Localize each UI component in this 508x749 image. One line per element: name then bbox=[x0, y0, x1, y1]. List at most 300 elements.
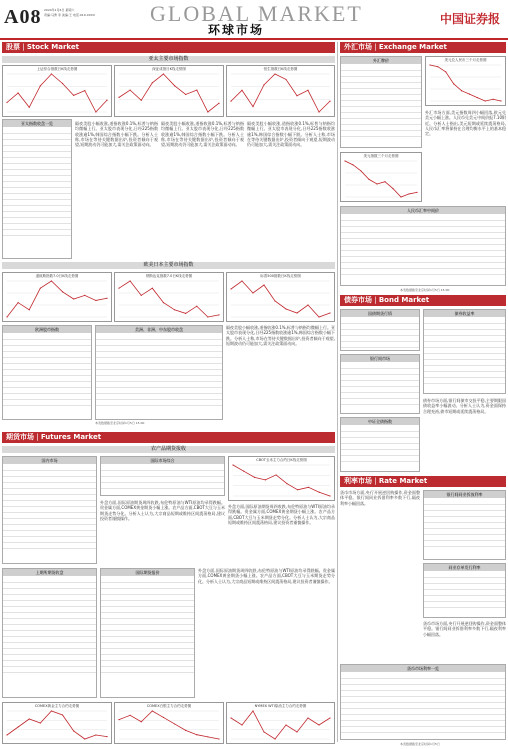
table-money-market-rates bbox=[340, 664, 506, 740]
table-cell bbox=[73, 542, 96, 548]
data-point bbox=[130, 280, 131, 281]
newspaper-logo: 中国证券报 bbox=[440, 12, 501, 26]
section-label-en: Bond Market bbox=[378, 296, 430, 304]
masthead-title-cn: 环球市场 bbox=[208, 23, 265, 37]
table-row bbox=[341, 726, 505, 732]
stock-section-bar: 股票 | Stock Market bbox=[2, 42, 335, 53]
chart-plot bbox=[115, 273, 223, 321]
futures-article-col1: 外盘方面,国际原油期货周四收跌,布伦特原油与WTI原油均录得跌幅。贵金属方面,COMEX黄金期货小幅上涨。农产品方面,CBOT大豆与玉米期货走势分化。分析人士认为,大宗商品短期或维持区间震荡格局,建议投资者谨慎操作。 bbox=[100, 500, 225, 521]
table-cell bbox=[69, 399, 91, 405]
forex-article-col1: 外汇市场方面,美元指数周四小幅回落,欧元兑美元小幅上涨。人民币兑美元中间价报7.10附近。分析人士指出,美元短期或延续震荡格局,人民币汇率将保持在合理均衡水平上的基本稳定。 bbox=[425, 110, 506, 137]
table-title: 亚太指数收盘一览 bbox=[3, 120, 71, 127]
data-point bbox=[416, 192, 417, 193]
table-grid bbox=[96, 333, 222, 406]
series-line bbox=[231, 711, 330, 739]
masthead-title-en: GLOBAL MARKET bbox=[150, 1, 363, 26]
data-point bbox=[163, 73, 164, 74]
section-label: 利率市场 bbox=[344, 477, 372, 485]
bond-section-bar: 债券市场 | Bond Market bbox=[340, 295, 506, 306]
chart-sp500 bbox=[226, 272, 335, 322]
table-cell bbox=[26, 542, 49, 548]
data-point bbox=[118, 288, 119, 289]
chart-title: COMEX白银主力合约走势图 bbox=[146, 704, 192, 708]
futures-article-col2: 外盘方面,国际原油期货周四收跌,布伦特原油与WTI原油均录得跌幅。贵金属方面,COMEX黄金期货小幅上涨。农产品方面,CBOT大豆与玉米期货走势分化。分析人士认为,大宗商品短期或维持区间震荡格局,建议投资者谨慎操作。 bbox=[228, 504, 335, 525]
stock-subhead-asia: 亚太主要市场指数 bbox=[2, 56, 335, 63]
series-line bbox=[119, 281, 219, 317]
chart-nasdaq bbox=[114, 272, 224, 322]
data-point bbox=[241, 90, 242, 91]
data-point bbox=[263, 284, 264, 285]
data-point bbox=[51, 710, 52, 711]
data-point bbox=[106, 100, 107, 101]
data-point bbox=[392, 188, 393, 189]
table-cell bbox=[423, 268, 464, 274]
data-point bbox=[6, 102, 7, 103]
table-title: 国内市场 bbox=[3, 457, 96, 464]
table-cell bbox=[3, 229, 20, 235]
table-cell bbox=[444, 377, 464, 383]
chart-title: 上证综合指数日K线走势图 bbox=[36, 67, 78, 71]
data-point bbox=[29, 309, 30, 310]
data-point bbox=[196, 734, 197, 735]
table-cell bbox=[3, 666, 26, 672]
data-point bbox=[485, 100, 486, 101]
table-title: 债券收益率 bbox=[424, 310, 505, 317]
data-point bbox=[352, 164, 353, 165]
data-point bbox=[296, 312, 297, 313]
table-cell bbox=[96, 399, 128, 405]
chart-title: 纳斯达克指数7.0日K线走势图 bbox=[145, 274, 193, 278]
data-point bbox=[62, 714, 63, 715]
data-point bbox=[265, 479, 266, 480]
data-point bbox=[40, 85, 41, 86]
chart-plot bbox=[229, 457, 334, 500]
data-point bbox=[254, 477, 255, 478]
chart-title: CBOT玉米主力合约日K线走势图 bbox=[256, 458, 307, 462]
bond-article: 债券市场方面,银行间债市交投平稳,主要期限国债收益率小幅波动。分析人士认为,资金面保持合理充裕,债市短期或延续震荡格局。 bbox=[423, 398, 506, 414]
section-label-en: Futures Market bbox=[40, 433, 102, 441]
data-point bbox=[252, 710, 253, 711]
data-point bbox=[318, 724, 319, 725]
series-line bbox=[119, 711, 219, 739]
table-interbank bbox=[340, 354, 420, 414]
forex-section-bar: 外汇市场 | Exchange Market bbox=[340, 42, 506, 53]
series-line bbox=[231, 281, 330, 317]
table-title: 上期所期货收盘 bbox=[3, 569, 96, 576]
data-point bbox=[230, 717, 231, 718]
data-point bbox=[445, 71, 446, 72]
table-row bbox=[341, 341, 419, 347]
data-point bbox=[241, 280, 242, 281]
table-cell bbox=[47, 399, 69, 405]
data-point bbox=[84, 295, 85, 296]
data-point bbox=[286, 483, 287, 484]
chart-plot bbox=[3, 66, 111, 116]
data-point bbox=[230, 288, 231, 289]
table-cell bbox=[464, 726, 505, 732]
table-cell bbox=[50, 542, 73, 548]
table-cell bbox=[101, 482, 132, 488]
chart-shanghai-composite bbox=[2, 65, 112, 117]
data-point bbox=[252, 292, 253, 293]
table-title: 外汇牌价 bbox=[341, 57, 421, 64]
data-point bbox=[274, 300, 275, 301]
data-point bbox=[141, 721, 142, 722]
chart-hang-seng bbox=[226, 65, 335, 117]
table-cell bbox=[400, 398, 420, 404]
data-point bbox=[285, 308, 286, 309]
data-point bbox=[319, 492, 320, 493]
table-cell bbox=[73, 666, 96, 672]
chart-nymex-wti bbox=[226, 702, 335, 744]
data-point bbox=[196, 306, 197, 307]
data-point bbox=[207, 316, 208, 317]
data-point bbox=[130, 89, 131, 90]
data-point bbox=[500, 100, 501, 101]
rate-article-col1: 货币市场方面,央行开展逆回购操作,资金面整体平稳。银行间同业拆借利率多数下行,隔夜利率小幅回落。 bbox=[340, 490, 420, 506]
data-point bbox=[307, 90, 308, 91]
chart-title: 恒生指数日K线走势图 bbox=[263, 67, 298, 71]
table-grid bbox=[341, 317, 419, 348]
chart-plot bbox=[3, 703, 111, 743]
table-cell bbox=[465, 377, 485, 383]
data-point bbox=[384, 181, 385, 182]
table-cell bbox=[20, 229, 37, 235]
chart-usd-cny bbox=[425, 56, 506, 106]
table-title: 人民币汇率中间价 bbox=[341, 207, 505, 214]
table-cell bbox=[361, 130, 381, 136]
table-row bbox=[424, 377, 505, 383]
data-point bbox=[73, 298, 74, 299]
table-cell bbox=[341, 726, 382, 732]
chart-comex-gold bbox=[2, 702, 112, 744]
data-point bbox=[329, 717, 330, 718]
chart-title: 道琼斯指数7.0日K线走势图 bbox=[35, 274, 79, 278]
table-cell bbox=[54, 229, 71, 235]
chart-plot bbox=[341, 153, 421, 201]
series-line bbox=[233, 465, 330, 496]
data-point bbox=[95, 734, 96, 735]
table-cell bbox=[341, 341, 361, 347]
section-label: 外汇市场 bbox=[344, 43, 372, 51]
table-row bbox=[341, 268, 505, 274]
table-cell bbox=[382, 268, 423, 274]
table-international-quotes bbox=[100, 568, 195, 698]
table-grid bbox=[101, 576, 194, 673]
data-point bbox=[469, 94, 470, 95]
chart-title: 深证成指日K线走势图 bbox=[152, 67, 186, 71]
table-grid bbox=[341, 362, 419, 405]
table-cell bbox=[341, 268, 382, 274]
data-point bbox=[232, 464, 233, 465]
stock-article-col2: 隔夜美股小幅收涨,道指收涨0.1%,标普与纳指均微幅上行。亚太股市表现分化,日经225指数收涨逾1%,韩国综合指数小幅下跌。分析人士称,市场在等待关键数据出炉,投资者倾向于观望,短期波动仍可能加大,需关注政策面动向。 bbox=[161, 121, 244, 148]
data-point bbox=[344, 160, 345, 161]
table-cell bbox=[465, 540, 485, 546]
table-grid bbox=[424, 317, 505, 384]
table-row bbox=[3, 666, 96, 672]
data-point bbox=[18, 302, 19, 303]
table-row bbox=[101, 666, 194, 672]
table-international-futures bbox=[100, 456, 225, 496]
data-point bbox=[274, 738, 275, 739]
data-point bbox=[185, 313, 186, 314]
futures-subhead: 农产品期货报收 bbox=[2, 446, 335, 453]
data-point bbox=[308, 487, 309, 488]
table-cell bbox=[341, 398, 361, 404]
series-line bbox=[7, 281, 107, 317]
data-point bbox=[263, 731, 264, 732]
table-grid bbox=[341, 214, 505, 275]
data-point bbox=[493, 99, 494, 100]
series-line bbox=[7, 711, 107, 739]
table-cell bbox=[26, 666, 49, 672]
data-point bbox=[318, 316, 319, 317]
data-point bbox=[285, 79, 286, 80]
table-cell bbox=[424, 377, 444, 383]
data-point bbox=[84, 738, 85, 739]
data-point bbox=[408, 193, 409, 194]
table-cell bbox=[424, 540, 444, 546]
data-point bbox=[174, 309, 175, 310]
stock-subhead-europe-us: 欧美日本主要市场指数 bbox=[2, 262, 335, 269]
data-point bbox=[252, 106, 253, 107]
data-point bbox=[329, 312, 330, 313]
data-point bbox=[477, 97, 478, 98]
data-point bbox=[297, 489, 298, 490]
table-grid bbox=[424, 571, 505, 608]
series-line bbox=[345, 161, 417, 197]
rate-article-col2: 货币市场方面,央行开展逆回购操作,资金面整体平稳。银行间同业拆借利率多数下行,隔夜利率小幅回落。 bbox=[423, 621, 506, 637]
data-point bbox=[29, 107, 30, 108]
header-rule bbox=[0, 38, 508, 40]
stock-article-col3: 隔夜美股小幅收涨,道指收涨0.1%,标普与纳指均微幅上行。亚太股市表现分化,日经225指数收涨逾1%,韩国综合指数小幅下跌。分析人士称,市场在等待关键数据出炉,投资者倾向于观望,短期波动仍可能加大,需关注政策面动向。 bbox=[247, 121, 335, 148]
table-row bbox=[424, 540, 505, 546]
table-cell bbox=[400, 455, 420, 461]
data-point bbox=[207, 111, 208, 112]
table-row bbox=[341, 398, 419, 404]
chart-plot bbox=[115, 66, 223, 116]
stock-article-col4: 隔夜美股小幅收涨,道指收涨0.1%,标普与纳指均微幅上行。亚太股市表现分化,日经225指数收涨逾1%,韩国综合指数小幅下跌。分析人士称,市场在等待关键数据出炉,投资者倾向于观望,短期波动仍可能加大,需关注政策面动向。 bbox=[226, 325, 335, 346]
data-point bbox=[106, 298, 107, 299]
table-grid bbox=[101, 464, 224, 489]
table-europe-indices bbox=[2, 325, 92, 420]
table-title: 国债期货行情 bbox=[341, 310, 419, 317]
chart-cbot-corn bbox=[228, 456, 335, 501]
table-cell bbox=[3, 399, 25, 405]
table-row bbox=[3, 542, 96, 548]
rate-section-bar: 利率市场 | Rate Market bbox=[340, 476, 506, 487]
table-grid bbox=[3, 127, 71, 236]
table-cell bbox=[380, 398, 400, 404]
table-cell bbox=[159, 399, 191, 405]
table-title: 欧洲股市指数 bbox=[3, 326, 91, 333]
table-cell bbox=[361, 455, 381, 461]
data-point bbox=[141, 100, 142, 101]
data-point bbox=[196, 89, 197, 90]
data-point bbox=[185, 730, 186, 731]
data-point bbox=[174, 85, 175, 86]
data-point bbox=[207, 736, 208, 737]
table-rmb-central-parity bbox=[340, 206, 506, 286]
table-bond-futures bbox=[340, 309, 420, 351]
column-divider bbox=[337, 42, 338, 742]
futures-section-bar: 期货市场 | Futures Market bbox=[2, 432, 335, 443]
chart-shenzhen-component bbox=[114, 65, 224, 117]
table-bond-yields bbox=[423, 309, 506, 394]
table-cell bbox=[465, 601, 485, 607]
table-shibor bbox=[423, 490, 506, 560]
section-label-en: Rate Market bbox=[378, 477, 428, 485]
data-point bbox=[276, 474, 277, 475]
table-cell bbox=[464, 268, 505, 274]
table-grid bbox=[424, 498, 505, 547]
masthead-info bbox=[44, 8, 154, 18]
data-point bbox=[368, 179, 369, 180]
data-point bbox=[243, 471, 244, 472]
table-cell bbox=[50, 666, 73, 672]
table-cell bbox=[148, 666, 171, 672]
data-point bbox=[51, 280, 52, 281]
table-title: 国际市场综合 bbox=[101, 457, 224, 464]
data-point bbox=[274, 73, 275, 74]
table-forex-quotes bbox=[340, 56, 422, 148]
data-point bbox=[118, 719, 119, 720]
data-point bbox=[218, 738, 219, 739]
table-cell bbox=[380, 341, 400, 347]
section-label-en: Stock Market bbox=[26, 43, 79, 51]
data-point bbox=[429, 64, 430, 65]
rate-source-note: 本表数据截至北京时间1月5日 bbox=[400, 742, 440, 746]
table-row bbox=[424, 601, 505, 607]
futures-article-col3: 外盘方面,国际原油期货周四收跌,布伦特原油与WTI原油均录得跌幅。贵金属方面,COMEX黄金期货小幅上涨。农产品方面,CBOT大豆与玉米期货走势分化。分析人士认为,大宗商品短期或维持区间震荡格局,建议投资者谨慎操作。 bbox=[198, 568, 335, 584]
table-asia-indices bbox=[2, 119, 72, 259]
data-point bbox=[318, 111, 319, 112]
table-cell bbox=[101, 666, 124, 672]
table-cell bbox=[361, 341, 381, 347]
data-point bbox=[40, 722, 41, 723]
data-point bbox=[18, 92, 19, 93]
data-point bbox=[263, 84, 264, 85]
table-cell bbox=[341, 130, 361, 136]
table-shfe-futures bbox=[2, 568, 97, 698]
table-row bbox=[341, 455, 419, 461]
data-point bbox=[6, 734, 7, 735]
stock-source-note: 本表数据截至北京时间1月5日 15:00 bbox=[95, 421, 145, 425]
table-title: 银行间市场 bbox=[341, 355, 419, 362]
data-point bbox=[62, 83, 63, 84]
table-cell bbox=[163, 482, 194, 488]
table-title: 银行间同业拆放利率 bbox=[424, 491, 505, 498]
series-line bbox=[119, 74, 219, 112]
data-point bbox=[461, 90, 462, 91]
table-cell bbox=[191, 399, 223, 405]
table-cell bbox=[361, 398, 381, 404]
table-cell bbox=[485, 540, 505, 546]
chart-plot bbox=[3, 273, 111, 321]
data-point bbox=[130, 715, 131, 716]
data-point bbox=[29, 718, 30, 719]
table-cell bbox=[444, 540, 464, 546]
masthead bbox=[0, 0, 508, 38]
data-point bbox=[307, 717, 308, 718]
table-row bbox=[341, 130, 421, 136]
masthead-info-line: 责编:马勇 李 美编:王 电话:010-XXXX bbox=[44, 13, 95, 17]
table-row bbox=[3, 229, 71, 235]
table-cell bbox=[132, 482, 163, 488]
data-point bbox=[230, 101, 231, 102]
table-cell bbox=[124, 666, 147, 672]
data-point bbox=[218, 103, 219, 104]
table-cell bbox=[485, 601, 505, 607]
data-point bbox=[307, 304, 308, 305]
table-cell bbox=[444, 601, 464, 607]
page-number: A08 bbox=[4, 6, 42, 28]
data-point bbox=[84, 90, 85, 91]
table-cell bbox=[381, 130, 401, 136]
table-row bbox=[96, 399, 222, 405]
data-point bbox=[62, 291, 63, 292]
data-point bbox=[400, 196, 401, 197]
table-title: 中证全债指数 bbox=[341, 418, 419, 425]
data-point bbox=[141, 295, 142, 296]
section-label: 期货市场 bbox=[6, 433, 34, 441]
data-point bbox=[360, 170, 361, 171]
data-point bbox=[118, 97, 119, 98]
chart-plot bbox=[227, 273, 334, 321]
chart-title: COMEX黄金主力合约走势图 bbox=[34, 704, 80, 708]
table-grid bbox=[3, 576, 96, 673]
data-point bbox=[152, 710, 153, 711]
chart-plot bbox=[227, 703, 334, 743]
table-row bbox=[101, 482, 224, 488]
data-point bbox=[285, 724, 286, 725]
data-point bbox=[152, 288, 153, 289]
table-cell bbox=[3, 542, 26, 548]
table-americas-indices bbox=[95, 325, 223, 420]
table-domestic-futures bbox=[2, 456, 97, 564]
masthead-info-line: 2024年1月6日 星期六 bbox=[44, 8, 75, 12]
table-cell bbox=[485, 377, 505, 383]
data-point bbox=[18, 726, 19, 727]
series-line bbox=[430, 65, 501, 101]
series-line bbox=[231, 74, 330, 112]
table-ncd-rates bbox=[423, 563, 506, 618]
table-cell bbox=[400, 341, 420, 347]
table-bond-index bbox=[340, 417, 420, 472]
chart-title: 美元指数三个月走势图 bbox=[363, 154, 399, 158]
table-cell bbox=[382, 726, 423, 732]
data-point bbox=[163, 717, 164, 718]
section-label-en: Exchange Market bbox=[378, 43, 447, 51]
table-cell bbox=[341, 455, 361, 461]
data-point bbox=[329, 101, 330, 102]
data-point bbox=[40, 288, 41, 289]
chart-dow-jones bbox=[2, 272, 112, 322]
table-title: 同业存单发行利率 bbox=[424, 564, 505, 571]
chart-comex-silver bbox=[114, 702, 224, 744]
data-point bbox=[73, 730, 74, 731]
table-grid bbox=[341, 672, 505, 733]
data-point bbox=[453, 83, 454, 84]
chart-title: 美元兑人民币三个月走势图 bbox=[444, 58, 487, 62]
data-point bbox=[174, 723, 175, 724]
table-cell bbox=[128, 399, 160, 405]
table-grid bbox=[341, 425, 419, 462]
data-point bbox=[95, 111, 96, 112]
table-row bbox=[3, 399, 91, 405]
data-point bbox=[51, 73, 52, 74]
chart-plot bbox=[227, 66, 334, 116]
